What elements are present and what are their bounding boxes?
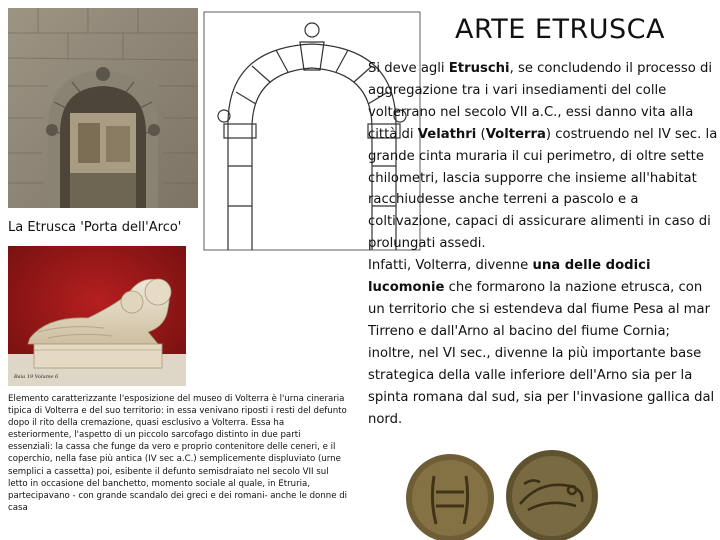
etruscan-coins-photo — [400, 440, 605, 540]
urna-cineraria-photo — [8, 246, 186, 386]
lucomonie-bold: una delle dodici lucomonie — [368, 258, 651, 296]
main-body-text — [368, 58, 720, 430]
main-text-p1-c: , se concludendo il processo di aggregazione tra i vari insediamenti del colle volterrano nel secolo VII a.C., essi danno vita alla città di — [368, 61, 713, 142]
porta-arco-image — [8, 8, 198, 208]
main-text-p1-g: ) costruendo nel IV sec. la grande cinta muraria il cui perimetro, di oltre sette chilometri, lascia supporre che insieme all'habitat racchiudesse anche terreni a pascolo e a coltivazione, capaci di assicurare alimenti in caso di prolungati assedi. — [368, 126, 718, 252]
urna-image — [8, 246, 186, 386]
coins-image — [400, 440, 605, 540]
urna-photo-credit: Baia 19 Volume 6 — [14, 374, 59, 380]
urna-description: Elemento caratterizzante l'esposizione del museo di Volterra è l'urna cineraria tipica di Volterra e del suo territorio: in essa venivano riposti i resti del defunto dopo il rito della cremazione, quasi esclusivo a Volterra. Essa ha esteriormente, l'aspetto di un piccolo sarcofago distinto in due parti essenziali: la cassa che funge da vero e proprio contenitore delle ceneri, e il coperchio, nella fase più antica (IV sec a.C.) semplicemente displuviato (urne semplici a cassetta) poi, esibente il defunto semisdraiato nel secolo VII sul letto in occasione del banchetto, momento sociale al quale, in Etruria, partecipavano - con grande scandalo dei greci e dei romani- anche le donne di casa — [8, 394, 348, 513]
main-text-p1-e: ( — [476, 126, 486, 142]
main-text-p2-c: che formarono la nazione etrusca, con un territorio che si estendeva dal fiume Pesa al mar Tirreno e dall'Arno al bacino del fiume Cornia; inoltre, nel VI sec., divenne la più importante base strategica della valle inferiore dell'Arno sia per la spinta romana dal sud, sia per l'invasione gallica dal nord. — [368, 280, 715, 427]
etruschi-bold: Etruschi — [448, 61, 510, 76]
main-text-p2-a: Infatti, Volterra, divenne — [368, 258, 533, 274]
volterra-bold: Volterra — [485, 126, 546, 142]
main-text-p1-a: Si deve agli — [368, 61, 449, 76]
porta-arco-photo — [8, 8, 198, 208]
velathri-bold: Velathri — [417, 126, 477, 142]
porta-arco-caption: La Etrusca 'Porta dell'Arco' — [8, 220, 182, 235]
page-title: ARTE ETRUSCA — [455, 14, 665, 45]
